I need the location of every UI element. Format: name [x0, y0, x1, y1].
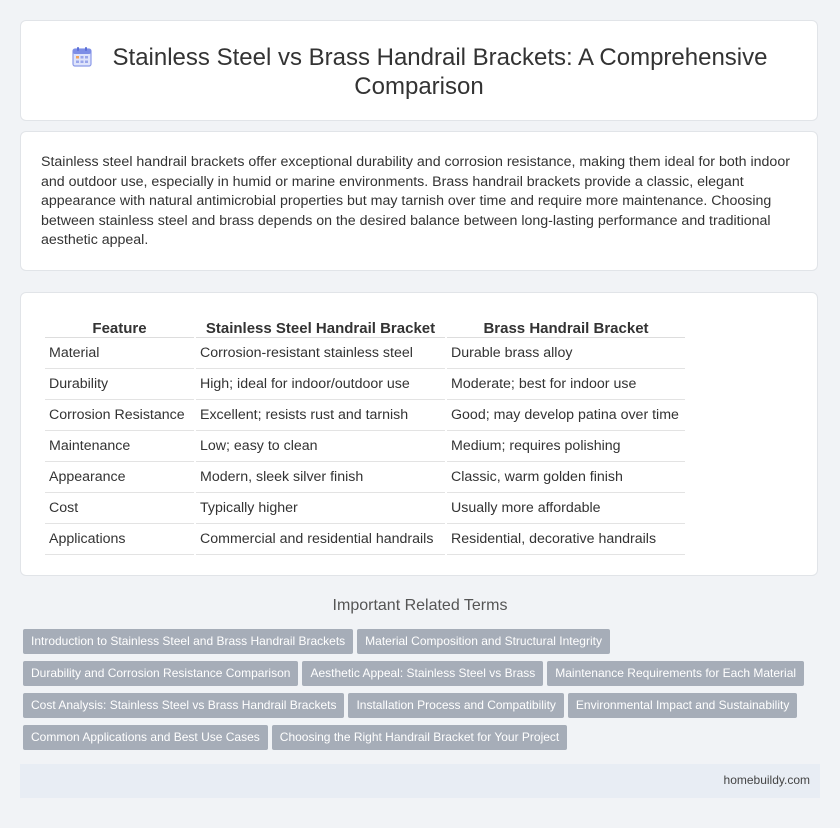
cell-feature: Applications	[45, 524, 194, 555]
header-card	[20, 20, 818, 121]
cell-stainless: Modern, sleek silver finish	[196, 462, 445, 493]
related-term-tag[interactable]: Common Applications and Best Use Cases	[23, 725, 268, 750]
cell-brass: Durable brass alloy	[447, 338, 685, 369]
cell-feature: Cost	[45, 493, 194, 524]
header-stainless: Stainless Steel Handrail Bracket	[196, 313, 445, 338]
table-row	[45, 338, 685, 369]
cell-feature: Corrosion Resistance	[45, 400, 194, 431]
related-term-tag[interactable]: Cost Analysis: Stainless Steel vs Brass Handrail Brackets	[23, 693, 344, 718]
summary-text: Stainless steel handrail brackets offer exceptional durability and corrosion resistance, making them ideal for both indoor and outdoor use, especially in humid or marine environments. Brass handrail brackets provide a classic, elegant appearance with natural antimicrobial properties but may tarnish over time and require more maintenance. Choosing between stainless steel and brass depends on the desired balance between long-lasting performance and traditional aesthetic appeal.	[41, 154, 790, 249]
cell-brass: Medium; requires polishing	[447, 431, 685, 462]
cell-brass: Moderate; best for indoor use	[447, 369, 685, 400]
table-row	[45, 493, 685, 524]
summary-card	[20, 131, 818, 271]
related-term-tag[interactable]: Aesthetic Appeal: Stainless Steel vs Brass	[302, 661, 543, 686]
related-term-tag[interactable]: Durability and Corrosion Resistance Comparison	[23, 661, 298, 686]
cell-stainless: Corrosion-resistant stainless steel	[196, 338, 445, 369]
footer-site-link[interactable]: homebuildy.com	[723, 773, 810, 787]
cell-feature: Appearance	[45, 462, 194, 493]
related-term-tag[interactable]: Installation Process and Compatibility	[348, 693, 563, 718]
footer	[20, 764, 820, 798]
related-term-tag[interactable]: Material Composition and Structural Integrity	[357, 629, 610, 654]
cell-brass: Good; may develop patina over time	[447, 400, 685, 431]
table-row	[45, 462, 685, 493]
related-term-tag[interactable]: Introduction to Stainless Steel and Brass Handrail Brackets	[23, 629, 353, 654]
header-brass: Brass Handrail Bracket	[447, 313, 685, 338]
cell-stainless: High; ideal for indoor/outdoor use	[196, 369, 445, 400]
table-header-row	[45, 313, 685, 338]
page-title-wrap	[21, 43, 817, 101]
cell-stainless: Typically higher	[196, 493, 445, 524]
cell-stainless: Excellent; resists rust and tarnish	[196, 400, 445, 431]
cell-feature: Durability	[45, 369, 194, 400]
page-title: Stainless Steel vs Brass Handrail Brackets: A Comprehensive Comparison	[112, 44, 768, 100]
table-row	[45, 400, 685, 431]
cell-brass: Residential, decorative handrails	[447, 524, 685, 555]
cell-feature: Material	[45, 338, 194, 369]
cell-stainless: Low; easy to clean	[196, 431, 445, 462]
related-term-tag[interactable]: Environmental Impact and Sustainability	[568, 693, 797, 718]
related-term-tag[interactable]: Maintenance Requirements for Each Material	[547, 661, 804, 686]
header-feature: Feature	[45, 313, 194, 338]
calendar-icon	[71, 46, 93, 68]
related-terms-list	[23, 629, 823, 757]
comparison-card	[20, 292, 818, 576]
related-terms-title: Important Related Terms	[332, 597, 508, 614]
table-row	[45, 369, 685, 400]
cell-brass: Classic, warm golden finish	[447, 462, 685, 493]
related-term-tag[interactable]: Choosing the Right Handrail Bracket for Your Project	[272, 725, 568, 750]
cell-feature: Maintenance	[45, 431, 194, 462]
cell-stainless: Commercial and residential handrails	[196, 524, 445, 555]
table-row	[45, 431, 685, 462]
table-row	[45, 524, 685, 555]
comparison-table	[43, 313, 687, 555]
cell-brass: Usually more affordable	[447, 493, 685, 524]
